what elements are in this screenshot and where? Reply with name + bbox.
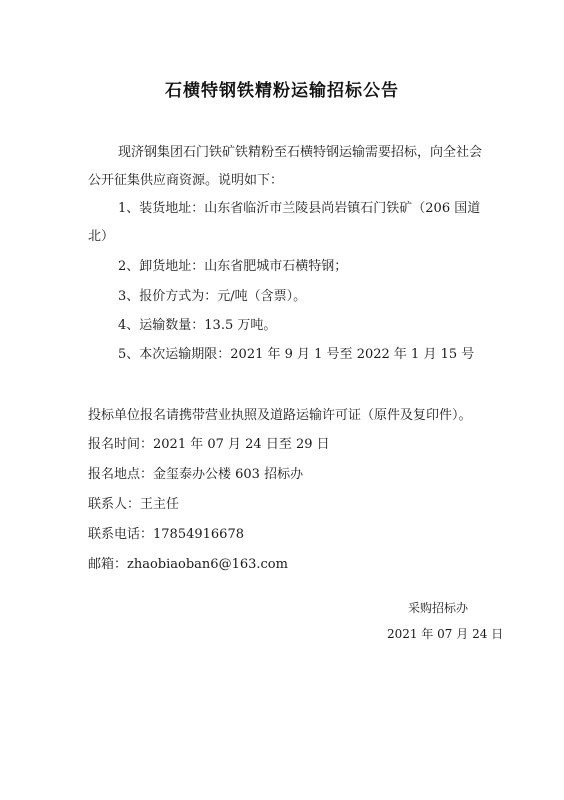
item-loading-address: 1、装货地址：山东省临沂市兰陵县尚岩镇石门铁矿（206 国道 — [118, 201, 481, 216]
intro-line-1: 现济钢集团石门铁矿铁精粉至石横特钢运输需要招标，向全社会 — [118, 145, 483, 160]
contact-person: 联系人：王主任 — [88, 497, 180, 512]
contact-email: 邮箱：zhaobiaoban6@163.com — [88, 557, 288, 572]
item-transport-period: 5、本次运输期限：2021 年 9 月 1 号至 2022 年 1 月 15 号 — [118, 347, 475, 362]
contact-phone: 联系电话：17854916678 — [88, 527, 244, 542]
document-title: 石横特钢铁精粉运输招标公告 — [165, 81, 399, 101]
item-unloading-address: 2、卸货地址：山东省肥城市石横特钢； — [118, 259, 348, 274]
signature-org: 采购招标办 — [408, 601, 469, 615]
registration-place: 报名地点：金玺泰办公楼 603 招标办 — [88, 467, 304, 482]
bid-requirements: 投标单位报名请携带营业执照及道路运输许可证（原件及复印件）。 — [88, 408, 472, 423]
registration-time: 报名时间：2021 年 07 月 24 日至 29 日 — [88, 437, 330, 452]
signature-date: 2021 年 07 月 24 日 — [387, 627, 504, 641]
item-pricing-method: 3、报价方式为：元/吨（含票）。 — [118, 289, 307, 304]
intro-line-2: 公开征集供应商资源。说明如下： — [88, 173, 284, 188]
item-loading-address-cont: 北） — [88, 229, 115, 244]
item-transport-quantity: 4、运输数量：13.5 万吨。 — [118, 318, 277, 333]
